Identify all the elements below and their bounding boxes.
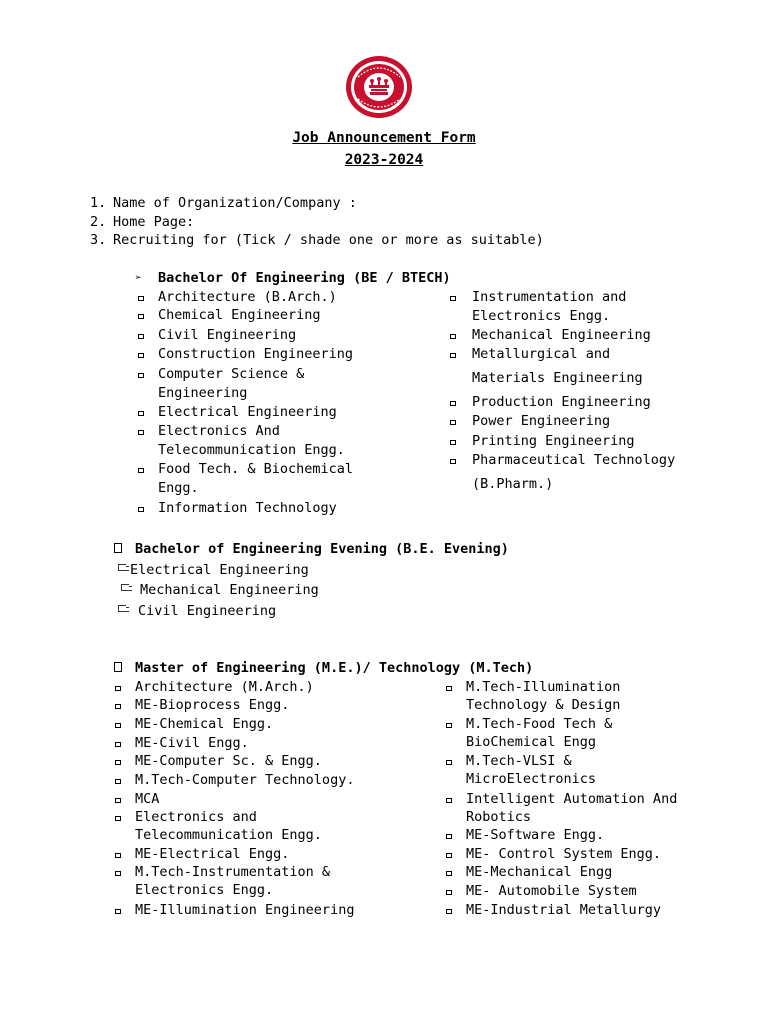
checkbox-icon[interactable] <box>450 353 456 358</box>
list-item-label: Technology & Design <box>466 697 621 713</box>
checkbox-icon[interactable] <box>138 334 144 339</box>
checkbox-icon[interactable] <box>138 468 144 473</box>
checkbox-icon[interactable] <box>114 543 122 553</box>
checkbox-icon[interactable] <box>115 871 121 876</box>
checkbox-icon[interactable] <box>115 909 121 914</box>
field-number: 1. <box>90 195 107 211</box>
field-number: 3. <box>90 232 107 248</box>
list-item-label: BioChemical Engg <box>466 734 597 750</box>
list-item-label: ME-Civil Engg. <box>135 735 249 751</box>
checkbox-icon[interactable] <box>450 420 456 425</box>
field-number: 2. <box>90 214 107 230</box>
flag-checkbox-icon[interactable] <box>118 564 126 571</box>
list-item-label: Engg. <box>158 480 199 496</box>
list-item-label: M.Tech-Instrumentation & <box>135 864 331 880</box>
list-item-label: Materials Engineering <box>472 370 643 386</box>
form-title: Job Announcement Form <box>292 130 476 146</box>
list-item-label: ME-Bioprocess Engg. <box>135 697 290 713</box>
list-item-label: Intelligent Automation And <box>466 791 678 807</box>
checkbox-icon[interactable] <box>114 662 122 672</box>
list-item-label: ME-Mechanical Engg <box>466 864 613 880</box>
list-item-label: Computer Science & <box>158 366 305 382</box>
list-item-label: M.Tech-VLSI & <box>466 753 572 769</box>
list-item-label: Mechanical Engineering <box>140 582 319 598</box>
list-item-label: ME- Control System Engg. <box>466 846 662 862</box>
be-heading: Bachelor Of Engineering (BE / BTECH) <box>158 270 451 286</box>
list-item-label: Pharmaceutical Technology <box>472 452 676 468</box>
me-heading: Master of Engineering (M.E.)/ Technology (M.Tech) <box>135 660 534 676</box>
list-item-label: Chemical Engineering <box>158 307 321 323</box>
list-item-label: ME-Industrial Metallurgy <box>466 902 662 918</box>
list-item-label: M.Tech-Illumination <box>466 679 621 695</box>
list-item-label: Electrical Engineering <box>158 404 337 420</box>
checkbox-icon[interactable] <box>138 430 144 435</box>
list-item-label: Robotics <box>466 809 532 825</box>
list-item-label: Power Engineering <box>472 413 611 429</box>
flag-checkbox-icon[interactable] <box>118 605 126 612</box>
checkbox-icon[interactable] <box>115 704 121 709</box>
checkbox-icon[interactable] <box>446 853 452 858</box>
list-item-label: (B.Pharm.) <box>472 476 554 492</box>
field-label: Recruiting for (Tick / shade one or more as suitable) <box>113 232 544 248</box>
list-item-label: ME-Chemical Engg. <box>135 716 274 732</box>
checkbox-icon[interactable] <box>446 890 452 895</box>
form-year: 2023-2024 <box>344 152 424 168</box>
list-item-label: Printing Engineering <box>472 433 635 449</box>
checkbox-icon[interactable] <box>115 779 121 784</box>
list-item-label: Civil Engineering <box>158 327 297 343</box>
list-item-label: Architecture (B.Arch.) <box>158 289 337 305</box>
list-item-label: ME-Software Engg. <box>466 827 605 843</box>
list-item-label: Metallurgical and <box>472 346 611 362</box>
list-item-label: M.Tech-Food Tech & <box>466 716 613 732</box>
list-item-label: Electronics and <box>135 809 257 825</box>
list-item-label: Information Technology <box>158 500 337 516</box>
checkbox-icon[interactable] <box>446 871 452 876</box>
checkbox-icon[interactable] <box>138 373 144 378</box>
checkbox-icon[interactable] <box>446 798 452 803</box>
list-item-label: MCA <box>135 791 160 807</box>
checkbox-icon[interactable] <box>115 816 121 821</box>
list-item-label: Mechanical Engineering <box>472 327 651 343</box>
checkbox-icon[interactable] <box>115 686 121 691</box>
checkbox-icon[interactable] <box>138 507 144 512</box>
checkbox-icon[interactable] <box>446 723 452 728</box>
arrow-bullet-icon: ➢ <box>135 271 142 284</box>
checkbox-icon[interactable] <box>446 834 452 839</box>
checkbox-icon[interactable] <box>138 353 144 358</box>
list-item-label: Telecommunication Engg. <box>135 827 322 843</box>
checkbox-icon[interactable] <box>138 411 144 416</box>
checkbox-icon[interactable] <box>450 459 456 464</box>
checkbox-icon[interactable] <box>138 296 144 301</box>
list-item-label: Civil Engineering <box>138 603 277 619</box>
field-label: Home Page: <box>113 214 195 230</box>
checkbox-icon[interactable] <box>450 440 456 445</box>
flag-checkbox-icon[interactable] <box>121 584 129 591</box>
list-item-label: Telecommunication Engg. <box>158 442 345 458</box>
checkbox-icon[interactable] <box>446 686 452 691</box>
list-item-label: Architecture (M.Arch.) <box>135 679 314 695</box>
list-item-label: Electronics Engg. <box>135 882 274 898</box>
checkbox-icon[interactable] <box>450 296 456 301</box>
list-item-label: Engineering <box>158 385 248 401</box>
list-item-label: Food Tech. & Biochemical <box>158 461 354 477</box>
list-item-label: M.Tech-Computer Technology. <box>135 772 355 788</box>
list-item-label: Electronics And <box>158 423 280 439</box>
checkbox-icon[interactable] <box>115 853 121 858</box>
evening-heading: Bachelor of Engineering Evening (B.E. Evening) <box>135 541 509 557</box>
field-label: Name of Organization/Company : <box>113 195 357 211</box>
list-item-label: ME-Electrical Engg. <box>135 846 290 862</box>
checkbox-icon[interactable] <box>446 909 452 914</box>
list-item-label: Electrical Engineering <box>130 562 309 578</box>
list-item-label: Construction Engineering <box>158 346 354 362</box>
university-seal-icon <box>344 55 414 119</box>
checkbox-icon[interactable] <box>138 314 144 319</box>
checkbox-icon[interactable] <box>115 798 121 803</box>
list-item-label: Production Engineering <box>472 394 651 410</box>
checkbox-icon[interactable] <box>115 760 121 765</box>
checkbox-icon[interactable] <box>450 334 456 339</box>
list-item-label: Instrumentation and <box>472 289 627 305</box>
list-item-label: Electronics Engg. <box>472 308 611 324</box>
checkbox-icon[interactable] <box>450 401 456 406</box>
checkbox-icon[interactable] <box>115 723 121 728</box>
checkbox-icon[interactable] <box>115 742 121 747</box>
list-item-label: ME-Illumination Engineering <box>135 902 355 918</box>
list-item-label: MicroElectronics <box>466 771 597 787</box>
list-item-label: ME- Automobile System <box>466 883 637 899</box>
checkbox-icon[interactable] <box>446 760 452 765</box>
list-item-label: ME-Computer Sc. & Engg. <box>135 753 322 769</box>
